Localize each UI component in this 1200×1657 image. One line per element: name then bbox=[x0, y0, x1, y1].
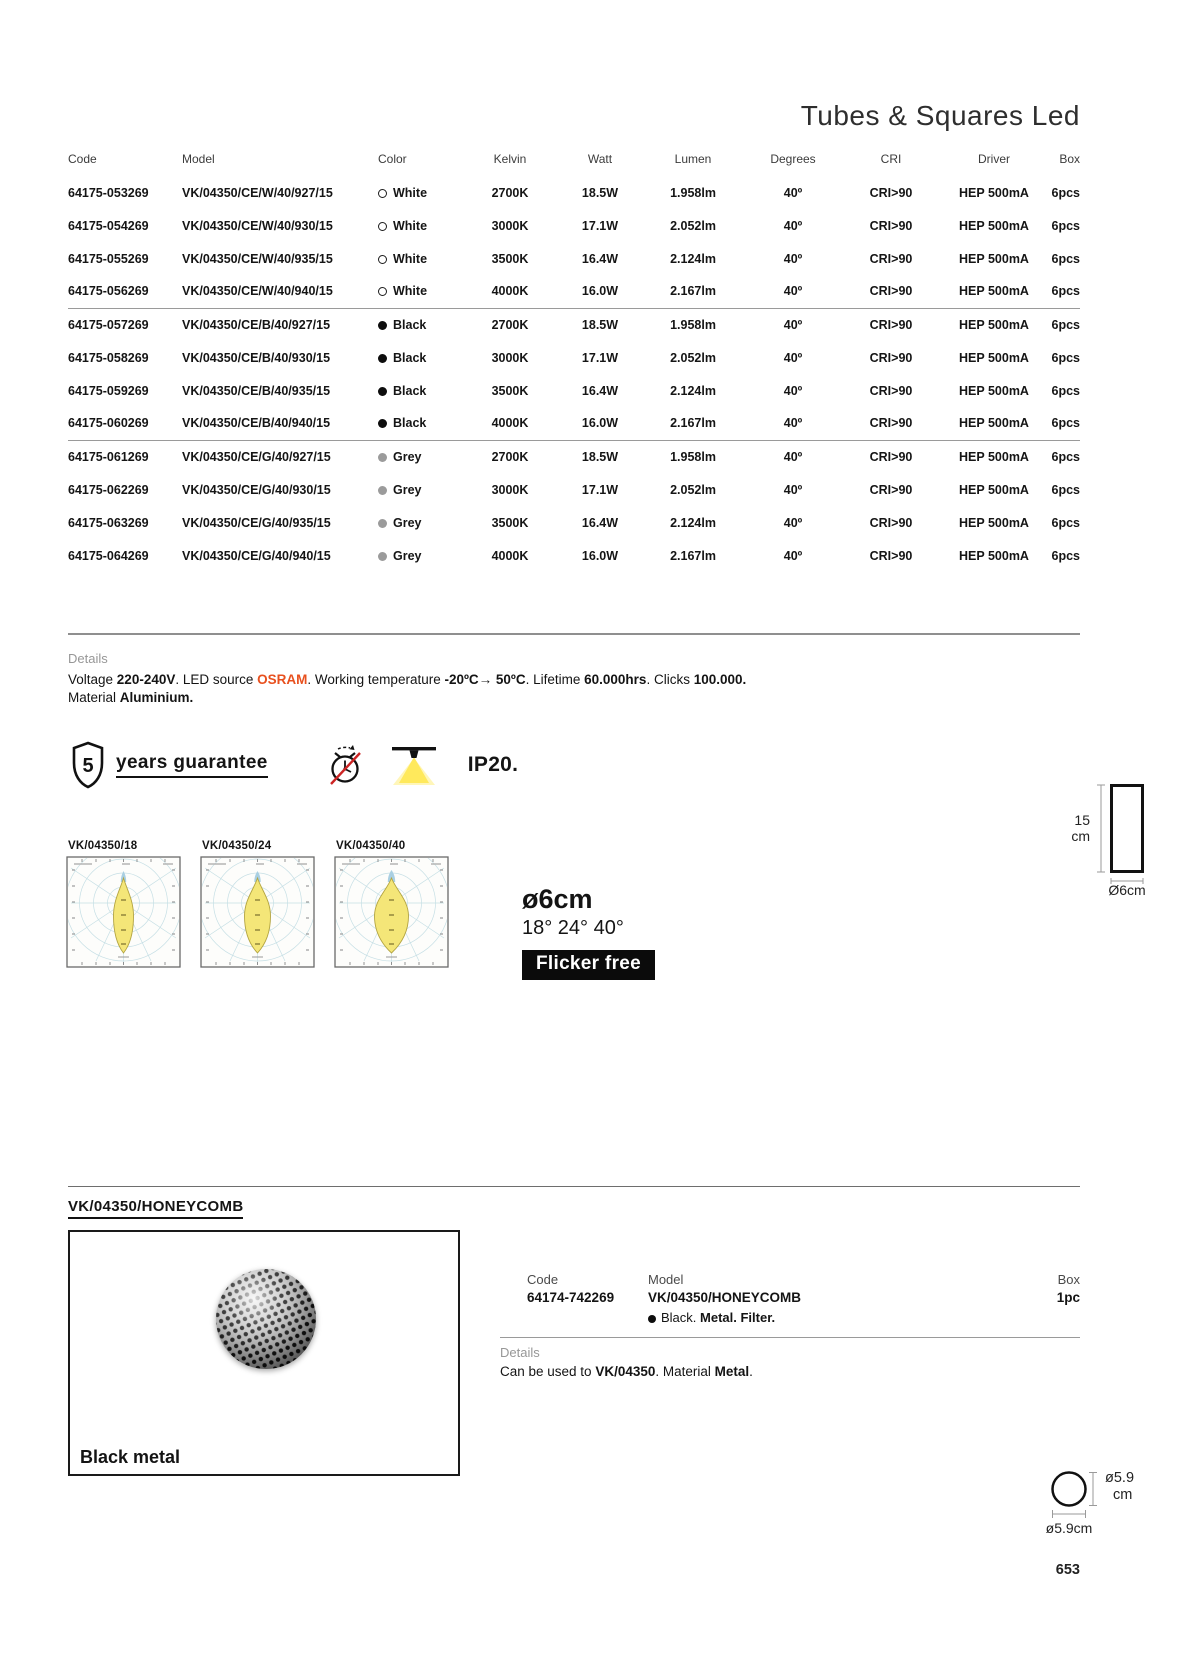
cell-lumen: 2.052lm bbox=[670, 218, 716, 233]
cell-cri: CRI>90 bbox=[869, 251, 913, 266]
col-header-watt: Watt bbox=[587, 152, 613, 166]
tube-dimension-drawing bbox=[1040, 740, 1162, 908]
cell-lumen: 1.958lm bbox=[670, 185, 716, 200]
cell-code: 64175-058269 bbox=[68, 350, 149, 365]
cell-watt: 16.4W bbox=[581, 383, 619, 398]
cell-kelvin: 3500K bbox=[491, 383, 529, 398]
cell-box: 6pcs bbox=[1051, 548, 1080, 563]
cell-driver: HEP 500mA bbox=[959, 218, 1029, 233]
diagram-18deg bbox=[66, 840, 181, 973]
beam-diameter: ø6cm bbox=[522, 884, 593, 914]
cell-cri: CRI>90 bbox=[869, 383, 913, 398]
product-table bbox=[68, 148, 1080, 572]
hc-box-label: Box bbox=[1057, 1272, 1080, 1287]
hc-model-value: VK/04350/HONEYCOMB bbox=[648, 1290, 802, 1305]
black-swatch-icon bbox=[378, 419, 387, 428]
flicker-free-badge: Flicker free bbox=[522, 950, 655, 980]
cell-lumen: 2.052lm bbox=[670, 350, 716, 365]
cell-watt: 16.0W bbox=[556, 407, 644, 440]
cell-driver: HEP 500mA bbox=[959, 383, 1029, 398]
hc-details-heading: Details bbox=[500, 1345, 540, 1360]
cell-lumen: 1.958lm bbox=[670, 449, 716, 464]
cell-cri: CRI>90 bbox=[869, 515, 913, 530]
col-header-color: Color bbox=[378, 152, 407, 166]
cell-watt: 16.0W bbox=[581, 548, 619, 563]
table-row bbox=[68, 176, 1080, 209]
white-swatch-icon bbox=[378, 255, 387, 264]
cell-kelvin: 3500K bbox=[491, 251, 529, 266]
col-header-box: Box bbox=[1059, 152, 1080, 166]
cell-kelvin: 4000K bbox=[491, 548, 529, 563]
details-section bbox=[68, 650, 746, 707]
height-dimension-label: 15 cm bbox=[1071, 812, 1090, 844]
photometric-diagrams bbox=[66, 840, 468, 973]
guarantee-label: years guarantee bbox=[116, 752, 268, 778]
honeycomb-caption: Black metal bbox=[80, 1447, 181, 1467]
table-row bbox=[68, 539, 1080, 572]
cell-code: 64175-064269 bbox=[68, 548, 149, 563]
cell-model: VK/04350/CE/G/40/930/15 bbox=[182, 482, 331, 497]
cell-code: 64175-056269 bbox=[68, 275, 182, 308]
cell-watt: 16.4W bbox=[581, 515, 619, 530]
hc-usage-text: Can be used to VK/04350. Material Metal. bbox=[500, 1364, 753, 1379]
cell-driver: HEP 500mA bbox=[959, 449, 1029, 464]
table-row bbox=[68, 275, 1080, 308]
grey-swatch-icon bbox=[378, 453, 387, 462]
cell-watt: 16.0W bbox=[556, 275, 644, 308]
cell-model: VK/04350/CE/W/40/930/15 bbox=[182, 218, 333, 233]
cell-lumen: 2.124lm bbox=[670, 383, 716, 398]
cell-model: VK/04350/CE/B/40/940/15 bbox=[182, 407, 378, 440]
cell-watt: 18.5W bbox=[581, 449, 619, 464]
cell-cri: CRI>90 bbox=[869, 350, 913, 365]
table-row bbox=[68, 341, 1080, 374]
cell-degrees: 40º bbox=[783, 350, 803, 365]
cell-degrees: 40º bbox=[742, 275, 844, 308]
cell-watt: 17.1W bbox=[581, 482, 619, 497]
cell-code: 64175-053269 bbox=[68, 185, 149, 200]
cell-color: Grey bbox=[378, 473, 464, 506]
cell-box: 6pcs bbox=[1051, 251, 1080, 266]
white-swatch-icon bbox=[378, 222, 387, 231]
cell-cri: CRI>90 bbox=[869, 185, 913, 200]
cell-box: 6pcs bbox=[1050, 407, 1080, 440]
cell-color: Black bbox=[378, 407, 464, 440]
guarantee-row bbox=[68, 736, 518, 794]
cell-model: VK/04350/CE/W/40/940/15 bbox=[182, 275, 378, 308]
cell-color: Black bbox=[378, 374, 464, 407]
col-header-model: Model bbox=[182, 152, 215, 166]
cell-watt: 16.4W bbox=[581, 251, 619, 266]
cell-lumen: 2.167lm bbox=[644, 407, 742, 440]
table-row bbox=[68, 407, 1080, 440]
beam-info bbox=[522, 884, 655, 980]
cell-degrees: 40º bbox=[783, 383, 803, 398]
black-swatch-icon bbox=[378, 387, 387, 396]
cell-box: 6pcs bbox=[1051, 449, 1080, 464]
cell-kelvin: 2700K bbox=[491, 317, 529, 332]
diagram-label: VK/04350/40 bbox=[336, 840, 406, 852]
cell-cri: CRI>90 bbox=[869, 548, 913, 563]
col-header-code: Code bbox=[68, 152, 97, 166]
cell-kelvin: 2700K bbox=[491, 449, 529, 464]
cell-color: Grey bbox=[378, 506, 464, 539]
cell-code: 64175-057269 bbox=[68, 317, 149, 332]
cell-code: 64175-054269 bbox=[68, 218, 149, 233]
cell-color: White bbox=[378, 242, 464, 275]
cell-code: 64175-063269 bbox=[68, 515, 149, 530]
cell-degrees: 40º bbox=[783, 218, 803, 233]
cell-code: 64175-062269 bbox=[68, 482, 149, 497]
cell-driver: HEP 500mA bbox=[959, 350, 1029, 365]
cell-color: White bbox=[378, 275, 464, 308]
cell-cri: CRI>90 bbox=[869, 218, 913, 233]
cell-kelvin: 2700K bbox=[491, 185, 529, 200]
cell-model: VK/04350/CE/B/40/930/15 bbox=[182, 350, 331, 365]
cell-driver: HEP 500mA bbox=[959, 185, 1029, 200]
cell-box: 6pcs bbox=[1051, 383, 1080, 398]
cell-box: 6pcs bbox=[1051, 218, 1080, 233]
col-header-lumen: Lumen bbox=[674, 152, 712, 166]
details-line-1: Voltage 220-240V. LED source OSRAM. Working temperature -20ºC→ 50ºC. Lifetime 60.000hrs. Clicks 100.000. bbox=[68, 672, 747, 687]
honeycomb-filter-image bbox=[213, 1266, 319, 1372]
honeycomb-image-box bbox=[68, 1230, 460, 1476]
cell-box: 6pcs bbox=[1051, 350, 1080, 365]
cell-color: Grey bbox=[378, 539, 464, 572]
beam-angles: 18° 24° 40° bbox=[522, 917, 624, 939]
product-table-header bbox=[68, 148, 1080, 176]
cell-degrees: 40º bbox=[742, 407, 844, 440]
cell-model: VK/04350/CE/G/40/935/15 bbox=[182, 515, 331, 530]
polar-diagram-24 bbox=[200, 856, 315, 968]
col-header-degrees: Degrees bbox=[770, 152, 816, 166]
polar-diagram-18 bbox=[66, 856, 181, 968]
cell-cri: CRI>90 bbox=[844, 275, 938, 308]
grey-swatch-icon bbox=[378, 552, 387, 561]
cell-model: VK/04350/CE/B/40/927/15 bbox=[182, 317, 331, 332]
cell-color: Black bbox=[378, 341, 464, 374]
white-swatch-icon bbox=[378, 189, 387, 198]
cell-code: 64175-055269 bbox=[68, 251, 149, 266]
section-divider bbox=[68, 1186, 1080, 1187]
cell-degrees: 40º bbox=[783, 317, 803, 332]
cell-watt: 18.5W bbox=[581, 317, 619, 332]
diameter-dimension-label: Ø6cm bbox=[1108, 882, 1146, 898]
cell-degrees: 40º bbox=[783, 251, 803, 266]
cell-box: 6pcs bbox=[1051, 317, 1080, 332]
cell-model: VK/04350/CE/W/40/927/15 bbox=[182, 185, 333, 200]
table-row bbox=[68, 308, 1080, 341]
col-header-kelvin: Kelvin bbox=[493, 152, 527, 166]
hc-code-label: Code bbox=[527, 1272, 559, 1287]
cell-driver: HEP 500mA bbox=[938, 407, 1050, 440]
hc-box-value: 1pc bbox=[1056, 1290, 1080, 1305]
details-heading: Details bbox=[68, 651, 108, 666]
cell-cri: CRI>90 bbox=[844, 407, 938, 440]
ceiling-light-beam-icon bbox=[390, 742, 438, 788]
cell-kelvin: 3500K bbox=[491, 515, 529, 530]
cell-degrees: 40º bbox=[783, 185, 803, 200]
section-divider bbox=[68, 633, 1080, 635]
cell-color: White bbox=[378, 176, 464, 209]
hc-details-divider bbox=[500, 1337, 1080, 1338]
cell-box: 6pcs bbox=[1051, 482, 1080, 497]
cell-model: VK/04350/CE/G/40/940/15 bbox=[182, 548, 331, 563]
cell-lumen: 2.124lm bbox=[670, 251, 716, 266]
cell-driver: HEP 500mA bbox=[959, 251, 1029, 266]
svg-text:5: 5 bbox=[82, 755, 94, 777]
table-row bbox=[68, 242, 1080, 275]
cell-lumen: 2.124lm bbox=[670, 515, 716, 530]
cell-box: 6pcs bbox=[1050, 275, 1080, 308]
circle-bottom-dimension: ø5.9cm bbox=[1045, 1520, 1093, 1536]
cell-watt: 18.5W bbox=[581, 185, 619, 200]
cell-model: VK/04350/CE/W/40/935/15 bbox=[182, 251, 333, 266]
cell-driver: HEP 500mA bbox=[959, 482, 1029, 497]
cell-cri: CRI>90 bbox=[869, 449, 913, 464]
diagram-label: VK/04350/18 bbox=[68, 840, 138, 852]
black-swatch-icon bbox=[378, 354, 387, 363]
table-row bbox=[68, 209, 1080, 242]
cell-degrees: 40º bbox=[783, 449, 803, 464]
table-row bbox=[68, 473, 1080, 506]
cell-lumen: 2.167lm bbox=[670, 548, 716, 563]
cell-color: Black bbox=[378, 308, 464, 341]
hc-model-label: Model bbox=[648, 1272, 684, 1287]
cell-kelvin: 3000K bbox=[491, 350, 529, 365]
grey-swatch-icon bbox=[378, 519, 387, 528]
cell-degrees: 40º bbox=[783, 482, 803, 497]
cell-watt: 17.1W bbox=[581, 350, 619, 365]
ip-rating: IP20. bbox=[467, 753, 519, 776]
hc-finish: Black. Metal. Filter. bbox=[648, 1310, 775, 1325]
cell-code: 64175-061269 bbox=[68, 449, 149, 464]
table-row bbox=[68, 440, 1080, 473]
cell-box: 6pcs bbox=[1051, 515, 1080, 530]
black-swatch-icon bbox=[378, 321, 387, 330]
cell-lumen: 2.052lm bbox=[670, 482, 716, 497]
cell-code: 64175-059269 bbox=[68, 383, 149, 398]
shield-5-icon bbox=[68, 740, 108, 790]
cell-driver: HEP 500mA bbox=[959, 548, 1029, 563]
cell-degrees: 40º bbox=[783, 515, 803, 530]
white-swatch-icon bbox=[378, 287, 387, 296]
cell-kelvin: 4000K bbox=[464, 275, 556, 308]
crossed-clock-icon bbox=[324, 742, 366, 788]
circle-side-dimension: ø5.9 cm bbox=[1105, 1470, 1135, 1503]
col-header-cri: CRI bbox=[880, 152, 902, 166]
details-line-2: Material Aluminium. bbox=[68, 690, 194, 705]
col-header-driver: Driver bbox=[978, 152, 1010, 166]
diagram-40deg bbox=[334, 840, 449, 973]
cell-color: Grey bbox=[378, 440, 464, 473]
cell-cri: CRI>90 bbox=[869, 317, 913, 332]
honeycomb-section-title: VK/04350/HONEYCOMB bbox=[68, 1198, 243, 1219]
table-row bbox=[68, 506, 1080, 539]
table-row bbox=[68, 374, 1080, 407]
grey-swatch-icon bbox=[378, 486, 387, 495]
cell-lumen: 1.958lm bbox=[670, 317, 716, 332]
cell-box: 6pcs bbox=[1051, 185, 1080, 200]
osram-brand: OSRAM bbox=[257, 672, 308, 687]
cell-degrees: 40º bbox=[783, 548, 803, 563]
cell-kelvin: 3000K bbox=[491, 482, 529, 497]
honeycomb-dimension-drawing bbox=[1045, 1468, 1195, 1548]
diagram-label: VK/04350/24 bbox=[202, 840, 272, 852]
cell-driver: HEP 500mA bbox=[959, 317, 1029, 332]
cell-code: 64175-060269 bbox=[68, 407, 182, 440]
cell-color: White bbox=[378, 209, 464, 242]
cell-lumen: 2.167lm bbox=[644, 275, 742, 308]
cell-model: VK/04350/CE/B/40/935/15 bbox=[182, 383, 331, 398]
page-number: 653 bbox=[1055, 1562, 1080, 1578]
cell-model: VK/04350/CE/G/40/927/15 bbox=[182, 449, 331, 464]
black-swatch-icon bbox=[648, 1315, 656, 1323]
diagram-24deg bbox=[200, 840, 315, 973]
cell-kelvin: 4000K bbox=[464, 407, 556, 440]
product-table-body bbox=[68, 176, 1080, 572]
cell-kelvin: 3000K bbox=[491, 218, 529, 233]
cell-driver: HEP 500mA bbox=[938, 275, 1050, 308]
polar-diagram-40 bbox=[334, 856, 449, 968]
page-title: Tubes & Squares Led bbox=[800, 100, 1080, 131]
cell-watt: 17.1W bbox=[581, 218, 619, 233]
hc-code-value: 64174-742269 bbox=[527, 1290, 615, 1305]
cell-cri: CRI>90 bbox=[869, 482, 913, 497]
cell-driver: HEP 500mA bbox=[959, 515, 1029, 530]
